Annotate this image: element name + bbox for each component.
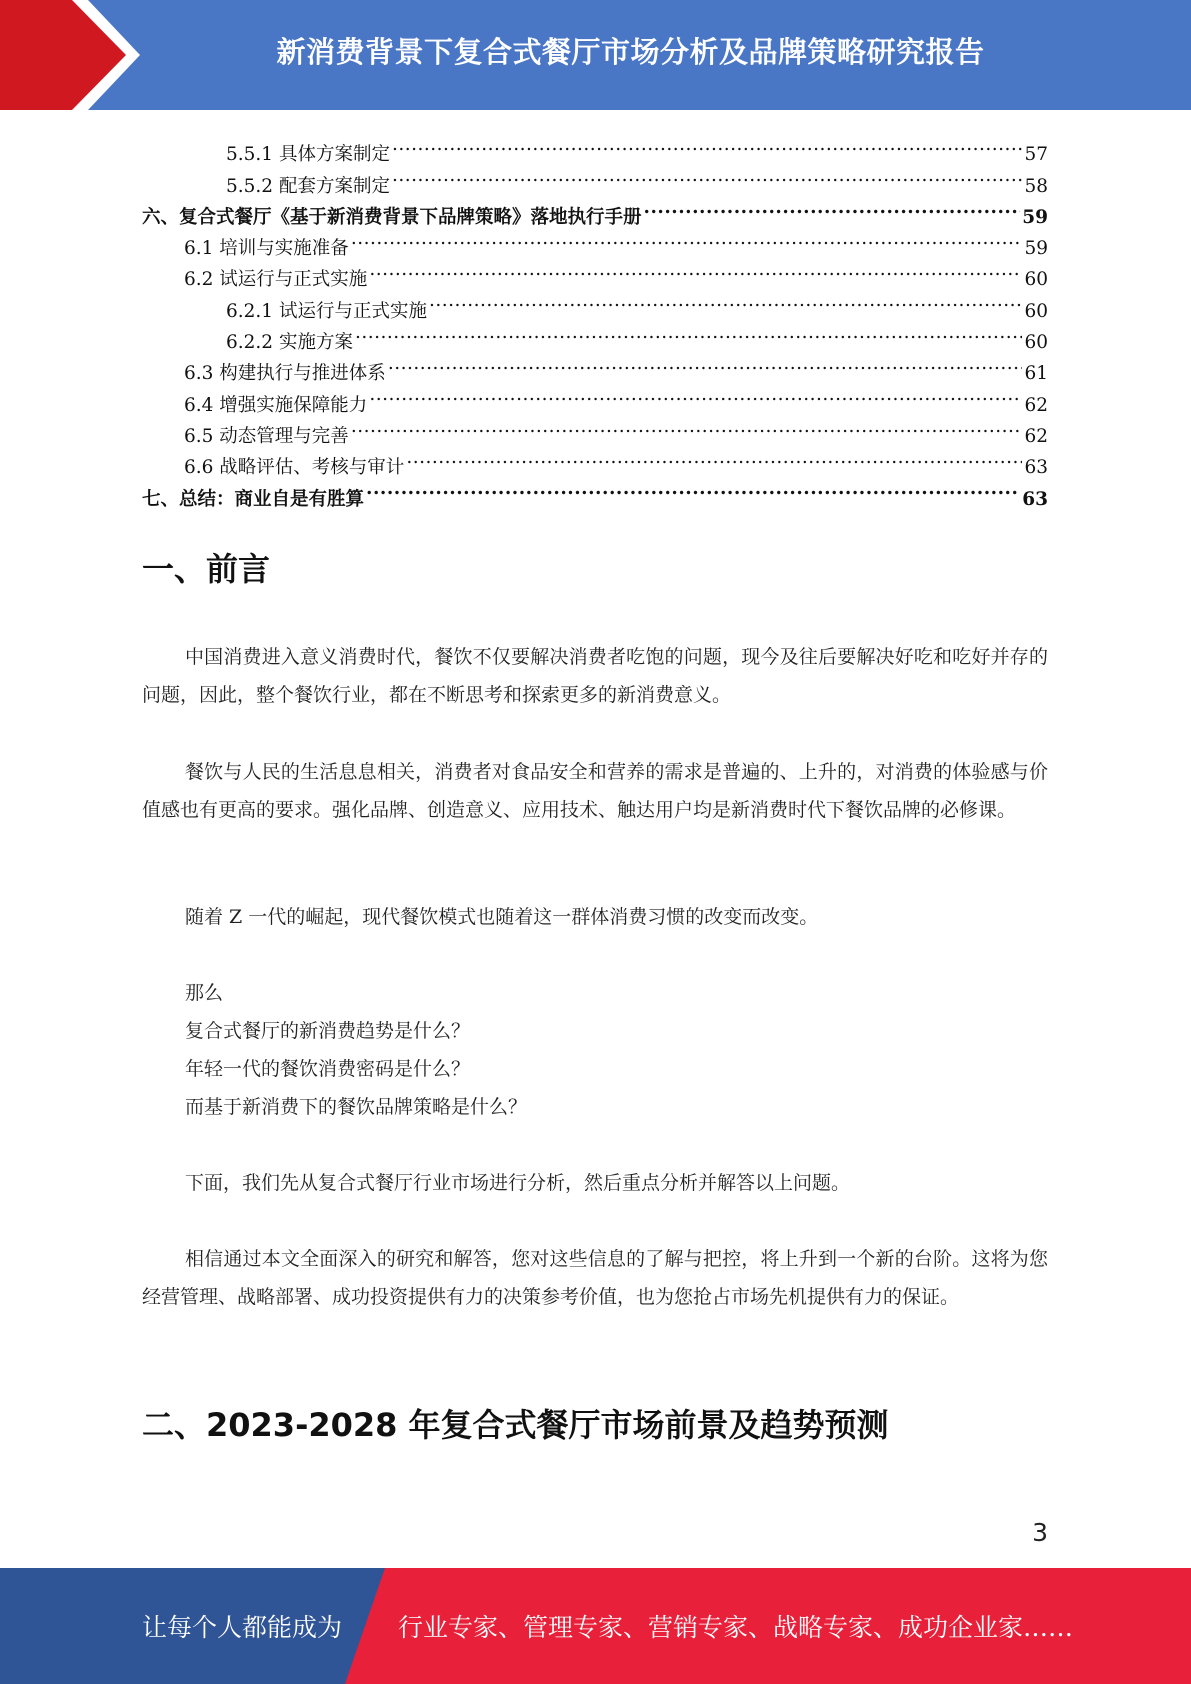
toc-entry-label: 6.2.2 实施方案 [226, 332, 353, 354]
toc-entry-page: 59 [1022, 206, 1048, 228]
toc-entry-page: 60 [1024, 332, 1048, 354]
footer-slogan-left: 让每个人都能成为 [142, 1613, 343, 1642]
toc-entry-label: 6.4 增强实施保障能力 [184, 394, 368, 416]
toc-entry-label: 6.6 战略评估、考核与审计 [184, 457, 405, 479]
toc-dot-leader [351, 411, 1023, 442]
toc-entry-page: 63 [1024, 457, 1048, 479]
question-line: 年轻一代的餐饮消费密码是什么？ [185, 1058, 471, 1080]
toc-dot-leader [644, 192, 1021, 223]
toc-dot-leader [392, 129, 1022, 160]
toc-entry-page: 57 [1024, 144, 1048, 166]
toc-dot-leader [406, 442, 1022, 473]
paragraph: 中国消费进入意义消费时代，餐饮不仅要解决消费者吃饱的问题，现今及往后要解决好吃和吃好并存的问题，因此，整个餐饮行业，都在不断思考和探索更多的新消费意义。 [142, 646, 1048, 706]
section-heading-preface: 一、前言 [142, 550, 271, 588]
toc-entry-label: 6.5 动态管理与完善 [184, 425, 349, 447]
page-number: 3 [1032, 1518, 1048, 1547]
toc-dot-leader [388, 348, 1023, 379]
toc-entry-page: 60 [1024, 269, 1048, 291]
page-footer [0, 1568, 1191, 1684]
header-arrow-graphic [0, 0, 160, 110]
question-line: 复合式餐厅的新消费趋势是什么？ [185, 1020, 471, 1042]
toc-dot-leader [351, 223, 1023, 254]
toc-entry-page: 62 [1024, 394, 1048, 416]
document-title: 新消费背景下复合式餐厅市场分析及品牌策略研究报告 [276, 34, 985, 69]
toc-entry-label: 6.3 构建执行与推进体系 [184, 363, 386, 385]
toc-dot-leader [355, 317, 1023, 348]
paragraph: 下面，我们先从复合式餐厅行业市场进行分析，然后重点分析并解答以上问题。 [185, 1172, 851, 1194]
page-header [0, 0, 1191, 110]
paragraph: 相信通过本文全面深入的研究和解答，您对这些信息的了解与把控，将上升到一个新的台阶。这将为您经营管理、战略部署、成功投资提供有力的决策参考价值，也为您抢占市场先机提供有力的保证。 [142, 1248, 1048, 1308]
toc-entry-label: 5.5.2 配套方案制定 [226, 175, 390, 197]
toc-entry-label: 六、复合式餐厅《基于新消费背景下品牌策略》落地执行手册 [142, 206, 642, 228]
toc-dot-leader [366, 473, 1020, 504]
toc-entry-page: 58 [1024, 175, 1048, 197]
toc-entry-label: 七、总结：商业自是有胜算 [142, 488, 365, 510]
footer-slogan-right: 行业专家、管理专家、营销专家、战略专家、成功企业家…… [398, 1613, 1074, 1642]
paragraph: 餐饮与人民的生活息息相关，消费者对食品安全和营养的需求是普遍的、上升的，对消费的体验感与价值感也有更高的要求。强化品牌、创造意义、应用技术、触达用户均是新消费时代下餐饮品牌的必修课。 [142, 761, 1048, 821]
toc-dot-leader [369, 254, 1022, 285]
toc-entry-page: 60 [1024, 300, 1048, 322]
toc-dot-leader [369, 379, 1022, 410]
toc-dot-leader [429, 285, 1022, 316]
question-line: 而基于新消费下的餐饮品牌策略是什么？ [185, 1096, 528, 1118]
toc-entry-page: 61 [1024, 363, 1048, 385]
section-heading-forecast: 二、2023-2028 年复合式餐厅市场前景及趋势预测 [142, 1406, 889, 1444]
toc-entry-label: 5.5.1 具体方案制定 [226, 144, 390, 166]
toc-entry-page: 62 [1024, 425, 1048, 447]
toc-entry[interactable] [142, 129, 1048, 166]
paragraph: 随着 Z 一代的崛起，现代餐饮模式也随着这一群体消费习惯的改变而改变。 [185, 906, 819, 928]
toc-entry-page: 59 [1024, 238, 1048, 260]
toc-entry-label: 6.2 试运行与正式实施 [184, 269, 368, 291]
toc-dot-leader [392, 160, 1022, 191]
toc-entry-page: 63 [1022, 488, 1048, 510]
toc-entry-label: 6.2.1 试运行与正式实施 [226, 300, 427, 322]
table-of-contents [142, 129, 1048, 510]
toc-entry-label: 6.1 培训与实施准备 [184, 238, 349, 260]
question-lead: 那么 [185, 982, 224, 1004]
